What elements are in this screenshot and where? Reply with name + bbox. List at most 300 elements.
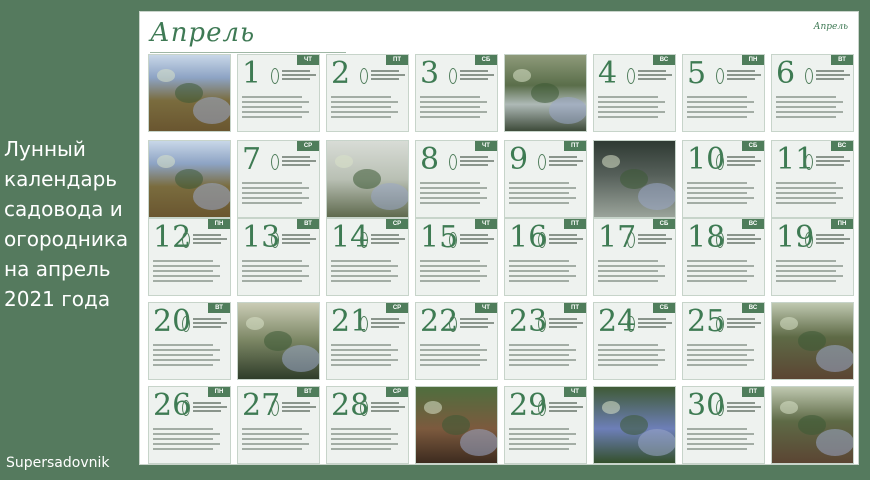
text-line: [420, 116, 480, 118]
moon-phase-icon: [182, 400, 190, 416]
text-line: [687, 448, 747, 450]
day-description-lines: [509, 179, 582, 207]
day-description-lines: [687, 425, 760, 453]
day-description-lines: [598, 341, 671, 369]
moon-phase-icon: [271, 400, 279, 416]
text-line: [420, 344, 480, 346]
weekday-badge: СБ: [653, 303, 675, 313]
text-line: [420, 349, 487, 351]
moon-phase-icon: [360, 316, 368, 332]
text-line: [282, 164, 310, 166]
text-line: [816, 78, 844, 80]
moon-phase-icon: [538, 154, 546, 170]
day-cell: [415, 54, 498, 132]
weekday-badge: СР: [386, 303, 408, 313]
day-number: 29: [509, 388, 548, 423]
text-line: [460, 318, 488, 320]
text-line: [638, 70, 666, 72]
moon-phase-icon: [360, 232, 368, 248]
text-line: [509, 192, 569, 194]
moon-info-lines: [727, 316, 765, 330]
text-line: [242, 182, 302, 184]
text-line: [371, 402, 399, 404]
text-line: [598, 101, 665, 103]
photo-detail: [424, 401, 442, 414]
text-line: [242, 448, 302, 450]
calendar-title: Апрель: [150, 18, 256, 48]
text-line: [331, 260, 391, 262]
text-line: [816, 160, 850, 162]
text-line: [282, 160, 316, 162]
text-line: [509, 433, 576, 435]
day-cell: [148, 302, 231, 380]
text-line: [371, 74, 405, 76]
text-line: [282, 402, 310, 404]
text-line: [153, 260, 213, 262]
day-number: 5: [687, 56, 707, 91]
text-line: [420, 280, 480, 282]
photo-detail: [335, 155, 353, 168]
day-number: 2: [331, 56, 351, 91]
day-number: 12: [153, 220, 192, 255]
text-line: [509, 260, 569, 262]
text-line: [816, 156, 844, 158]
text-line: [727, 74, 761, 76]
text-line: [420, 364, 480, 366]
text-line: [193, 406, 227, 408]
weekday-badge: СР: [386, 219, 408, 229]
day-description-lines: [687, 93, 760, 121]
moon-info-lines: [282, 68, 320, 82]
text-line: [282, 70, 310, 72]
day-number: 23: [509, 304, 548, 339]
text-line: [371, 70, 399, 72]
moon-info-lines: [282, 154, 320, 168]
moon-info-lines: [638, 316, 676, 330]
day-number: 26: [153, 388, 192, 423]
text-line: [242, 438, 302, 440]
text-line: [420, 260, 480, 262]
text-line: [153, 344, 213, 346]
text-line: [153, 349, 220, 351]
poster-title-line: на апрель: [4, 257, 111, 281]
text-line: [598, 349, 665, 351]
text-line: [331, 270, 391, 272]
garden-photo: [237, 302, 320, 380]
day-number: 13: [242, 220, 281, 255]
day-cell: [237, 218, 320, 296]
text-line: [331, 344, 391, 346]
moon-phase-icon: [716, 154, 724, 170]
garden-photo: [415, 386, 498, 464]
moon-phase-icon: [182, 232, 190, 248]
text-line: [242, 192, 302, 194]
garden-photo: [148, 54, 231, 132]
text-line: [331, 116, 391, 118]
text-line: [282, 234, 310, 236]
text-line: [816, 70, 844, 72]
text-line: [687, 197, 754, 199]
moon-info-lines: [549, 316, 587, 330]
text-line: [371, 242, 399, 244]
text-line: [331, 354, 391, 356]
day-number: 21: [331, 304, 370, 339]
text-line: [509, 202, 569, 204]
day-number: 1: [242, 56, 262, 91]
text-line: [509, 270, 569, 272]
moon-info-lines: [816, 232, 854, 246]
moon-info-lines: [193, 232, 231, 246]
text-line: [776, 101, 843, 103]
text-line: [687, 359, 754, 361]
day-cell: [593, 218, 676, 296]
text-line: [509, 359, 576, 361]
text-line: [460, 74, 494, 76]
text-line: [687, 433, 754, 435]
text-line: [193, 318, 221, 320]
text-line: [420, 202, 480, 204]
moon-info-lines: [816, 68, 854, 82]
text-line: [687, 116, 747, 118]
weekday-badge: ВТ: [297, 219, 319, 229]
day-description-lines: [420, 341, 493, 369]
day-cell: [415, 218, 498, 296]
text-line: [727, 326, 755, 328]
text-line: [549, 402, 577, 404]
text-line: [509, 349, 576, 351]
text-line: [549, 160, 583, 162]
weekday-badge: ЧТ: [475, 303, 497, 313]
weekday-badge: ПН: [742, 55, 764, 65]
text-line: [331, 438, 391, 440]
moon-phase-icon: [805, 232, 813, 248]
text-line: [420, 101, 487, 103]
day-cell: [771, 140, 854, 218]
text-line: [282, 74, 316, 76]
text-line: [153, 354, 213, 356]
text-line: [776, 260, 836, 262]
day-description-lines: [153, 341, 226, 369]
garden-photo: [771, 302, 854, 380]
text-line: [460, 326, 488, 328]
day-description-lines: [687, 257, 760, 285]
text-line: [687, 182, 747, 184]
day-number: 7: [242, 142, 262, 177]
day-cell: [593, 302, 676, 380]
moon-info-lines: [371, 232, 409, 246]
text-line: [598, 359, 665, 361]
day-cell: [415, 140, 498, 218]
text-line: [638, 318, 666, 320]
text-line: [242, 275, 309, 277]
text-line: [727, 238, 761, 240]
text-line: [371, 238, 405, 240]
moon-info-lines: [371, 400, 409, 414]
weekday-badge: ЧТ: [475, 219, 497, 229]
text-line: [460, 242, 488, 244]
day-description-lines: [420, 257, 493, 285]
day-number: 15: [420, 220, 459, 255]
text-line: [776, 270, 836, 272]
garden-photo: [504, 54, 587, 132]
day-description-lines: [242, 257, 315, 285]
text-line: [331, 443, 398, 445]
text-line: [331, 106, 391, 108]
moon-info-lines: [282, 400, 320, 414]
moon-phase-icon: [449, 316, 457, 332]
text-line: [420, 359, 487, 361]
text-line: [153, 280, 213, 282]
text-line: [727, 156, 755, 158]
text-line: [242, 202, 302, 204]
day-number: 11: [776, 142, 815, 177]
day-description-lines: [509, 341, 582, 369]
text-line: [638, 78, 666, 80]
photo-detail: [638, 429, 676, 456]
moon-phase-icon: [271, 232, 279, 248]
text-line: [687, 106, 747, 108]
text-line: [776, 182, 836, 184]
day-description-lines: [687, 179, 760, 207]
moon-phase-icon: [716, 68, 724, 84]
text-line: [687, 349, 754, 351]
photo-detail: [780, 401, 798, 414]
weekday-badge: ПТ: [564, 303, 586, 313]
moon-info-lines: [638, 232, 676, 246]
moon-phase-icon: [627, 316, 635, 332]
day-cell: [237, 386, 320, 464]
text-line: [153, 438, 213, 440]
text-line: [687, 270, 747, 272]
text-line: [687, 260, 747, 262]
text-line: [727, 318, 755, 320]
day-description-lines: [331, 425, 404, 453]
day-number: 24: [598, 304, 637, 339]
moon-info-lines: [727, 68, 765, 82]
moon-info-lines: [460, 154, 498, 168]
text-line: [687, 111, 754, 113]
weekday-badge: ЧТ: [564, 387, 586, 397]
text-line: [549, 156, 577, 158]
text-line: [509, 197, 576, 199]
text-line: [727, 234, 755, 236]
photo-detail: [549, 97, 587, 124]
day-cell: [682, 386, 765, 464]
poster-title-line: Лунный: [4, 137, 86, 161]
day-number: 9: [509, 142, 529, 177]
photo-detail: [157, 155, 175, 168]
text-line: [816, 164, 844, 166]
day-description-lines: [776, 257, 849, 285]
text-line: [598, 260, 658, 262]
day-number: 17: [598, 220, 637, 255]
poster-title: [4, 134, 140, 314]
text-line: [153, 265, 220, 267]
garden-photo: [148, 140, 231, 218]
text-line: [509, 364, 569, 366]
text-line: [598, 275, 665, 277]
text-line: [331, 359, 398, 361]
day-cell: [326, 54, 409, 132]
day-cell: [771, 218, 854, 296]
photo-detail: [638, 183, 676, 210]
text-line: [687, 364, 747, 366]
text-line: [153, 443, 220, 445]
text-line: [371, 322, 405, 324]
text-line: [331, 448, 391, 450]
garden-photo: [326, 140, 409, 218]
weekday-badge: ВС: [831, 141, 853, 151]
text-line: [420, 111, 487, 113]
text-line: [460, 70, 488, 72]
text-line: [331, 101, 398, 103]
day-number: 20: [153, 304, 192, 339]
day-description-lines: [420, 179, 493, 207]
text-line: [687, 344, 747, 346]
photo-detail: [816, 429, 854, 456]
text-line: [460, 322, 494, 324]
moon-info-lines: [460, 68, 498, 82]
text-line: [153, 428, 213, 430]
weekday-badge: ВТ: [208, 303, 230, 313]
brand-watermark: Supersadovnik: [6, 455, 110, 471]
photo-detail: [193, 183, 231, 210]
moon-info-lines: [460, 232, 498, 246]
text-line: [549, 234, 577, 236]
text-line: [242, 260, 302, 262]
text-line: [549, 406, 583, 408]
moon-info-lines: [549, 232, 587, 246]
day-description-lines: [776, 179, 849, 207]
day-number: 22: [420, 304, 459, 339]
weekday-badge: ПН: [208, 387, 230, 397]
text-line: [460, 164, 488, 166]
photo-detail: [816, 345, 854, 372]
text-line: [331, 280, 391, 282]
text-line: [727, 402, 755, 404]
text-line: [331, 275, 398, 277]
text-line: [687, 96, 747, 98]
text-line: [776, 275, 843, 277]
text-line: [816, 234, 844, 236]
text-line: [776, 280, 836, 282]
text-line: [727, 322, 761, 324]
photo-detail: [602, 155, 620, 168]
text-line: [371, 234, 399, 236]
garden-photo: [771, 386, 854, 464]
moon-info-lines: [727, 232, 765, 246]
moon-phase-icon: [449, 68, 457, 84]
moon-info-lines: [460, 316, 498, 330]
day-number: 6: [776, 56, 796, 91]
text-line: [420, 265, 487, 267]
moon-phase-icon: [182, 316, 190, 332]
day-description-lines: [509, 425, 582, 453]
text-line: [549, 326, 577, 328]
day-cell: [682, 140, 765, 218]
day-description-lines: [242, 93, 315, 121]
moon-phase-icon: [805, 68, 813, 84]
text-line: [727, 410, 755, 412]
weekday-badge: СБ: [742, 141, 764, 151]
text-line: [331, 111, 398, 113]
text-line: [242, 270, 302, 272]
text-line: [727, 164, 755, 166]
moon-phase-icon: [449, 232, 457, 248]
text-line: [598, 270, 658, 272]
moon-phase-icon: [627, 68, 635, 84]
text-line: [509, 275, 576, 277]
text-line: [331, 364, 391, 366]
text-line: [598, 354, 658, 356]
moon-info-lines: [727, 154, 765, 168]
text-line: [420, 275, 487, 277]
day-cell: [326, 302, 409, 380]
text-line: [687, 187, 754, 189]
text-line: [460, 160, 494, 162]
day-description-lines: [687, 341, 760, 369]
text-line: [638, 322, 672, 324]
day-number: 16: [509, 220, 548, 255]
text-line: [509, 265, 576, 267]
text-line: [509, 428, 569, 430]
text-line: [687, 275, 754, 277]
text-line: [153, 433, 220, 435]
text-line: [509, 344, 569, 346]
text-line: [331, 96, 391, 98]
text-line: [598, 265, 665, 267]
day-cell: [682, 54, 765, 132]
text-line: [420, 197, 487, 199]
moon-phase-icon: [805, 154, 813, 170]
text-line: [598, 96, 658, 98]
text-line: [598, 344, 658, 346]
text-line: [687, 202, 747, 204]
text-line: [549, 322, 583, 324]
garden-photo: [593, 140, 676, 218]
day-cell: [237, 140, 320, 218]
moon-phase-icon: [271, 68, 279, 84]
text-line: [460, 156, 488, 158]
text-line: [282, 78, 310, 80]
text-line: [242, 111, 309, 113]
day-cell: [237, 54, 320, 132]
day-cell: [326, 386, 409, 464]
text-line: [331, 265, 398, 267]
text-line: [193, 242, 221, 244]
moon-phase-icon: [716, 400, 724, 416]
poster-title-line: 2021 года: [4, 287, 111, 311]
photo-detail: [780, 317, 798, 330]
text-line: [282, 406, 316, 408]
text-line: [776, 202, 836, 204]
weekday-badge: ВТ: [831, 55, 853, 65]
text-line: [242, 428, 302, 430]
text-line: [153, 364, 213, 366]
text-line: [509, 448, 569, 450]
text-line: [331, 428, 391, 430]
text-line: [598, 364, 658, 366]
text-line: [638, 326, 666, 328]
moon-phase-icon: [271, 154, 279, 170]
text-line: [509, 182, 569, 184]
text-line: [242, 433, 309, 435]
day-description-lines: [242, 179, 315, 207]
text-line: [153, 275, 220, 277]
day-description-lines: [153, 257, 226, 285]
moon-info-lines: [727, 400, 765, 414]
text-line: [193, 234, 221, 236]
